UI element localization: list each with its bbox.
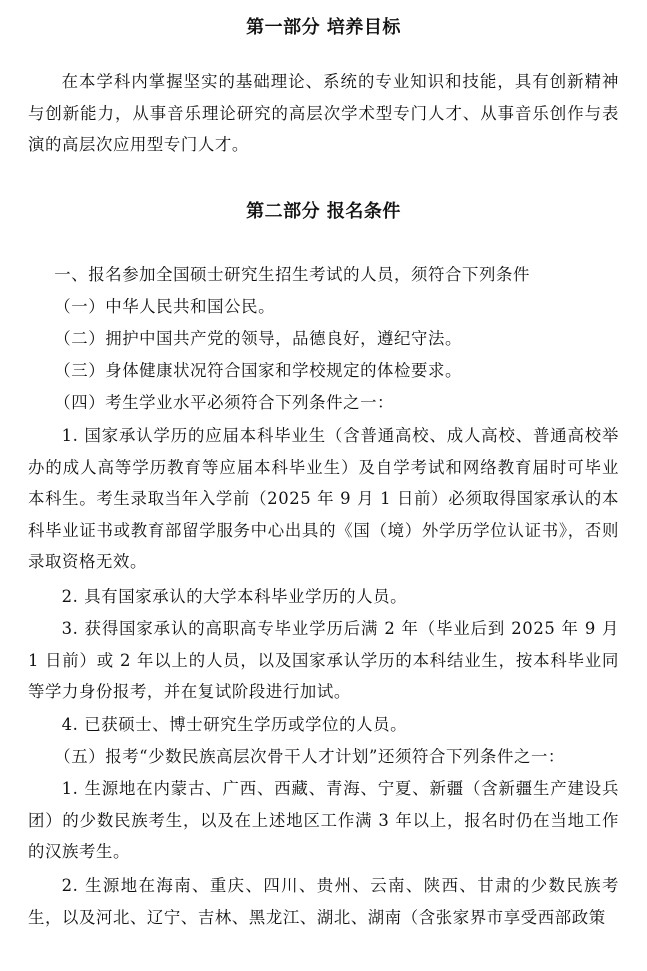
- condition-academic-level: （四）考生学业水平必须符合下列条件之一：: [54, 393, 395, 412]
- academic-item-2: 2. 具有国家承认的大学本科毕业学历的人员。: [61, 587, 408, 606]
- minority-item-2: 2. 生源地在海南、重庆、四川、贵州、云南、陕西、甘肃的少数民族考生，以及河北、辽宁、吉林、黑龙江、湖北、湖南（含张家界市享受西部政策: [28, 876, 619, 927]
- minority-item-1: 1. 生源地在内蒙古、广西、西藏、青海、宁夏、新疆（含新疆生产建设兵团）的少数民族考生，以及在上述地区工作满 3 年以上，报名时仍在当地工作的汉族考生。: [28, 779, 619, 862]
- condition-minority-plan: （五）报考“少数民族高层次骨干人才计划”还须符合下列条件之一：: [54, 747, 565, 766]
- academic-item-1: 1. 国家承认学历的应届本科毕业生（含普通高校、成人高校、普通高校举办的成人高等学历教育等应届本科毕业生）及自学考试和网络教育届时可毕业本科生。考生录取当年入学前（2025 年 9 月 1 日前）必须取得国家承认的本科毕业证书或教育部留学服务中心出具的《国（境）外学历学位认证书》，否则录取资格无效。: [28, 426, 619, 572]
- condition-citizen: （一）中华人民共和国公民。: [54, 297, 276, 316]
- condition-health: （三）身体健康状况符合国家和学校规定的体检要求。: [54, 361, 463, 380]
- academic-item-4: 4. 已获硕士、博士研究生学历或学位的人员。: [61, 715, 408, 734]
- section-heading-application-conditions: 第二部分 报名条件: [246, 201, 401, 222]
- training-goals-paragraph: 在本学科内掌握坚实的基础理论、系统的专业知识和技能，具有创新精神与创新能力，从事音乐理论研究的高层次学术型专门人才、从事音乐创作与表演的高层次应用型专门人才。: [28, 72, 619, 155]
- condition-conduct: （二）拥护中国共产党的领导，品德良好，遵纪守法。: [54, 329, 463, 348]
- section-heading-training-goals: 第一部分 培养目标: [246, 17, 401, 38]
- academic-item-3: 3. 获得国家承认的高职高专毕业学历后满 2 年（毕业后到 2025 年 9 月 1 日前）或 2 年以上的人员，以及国家承认学历的本科结业生，按本科毕业同等学力身份报考，并在复试阶段进行加试。: [28, 619, 619, 702]
- condition-intro: 一、报名参加全国硕士研究生招生考试的人员，须符合下列条件: [54, 265, 530, 284]
